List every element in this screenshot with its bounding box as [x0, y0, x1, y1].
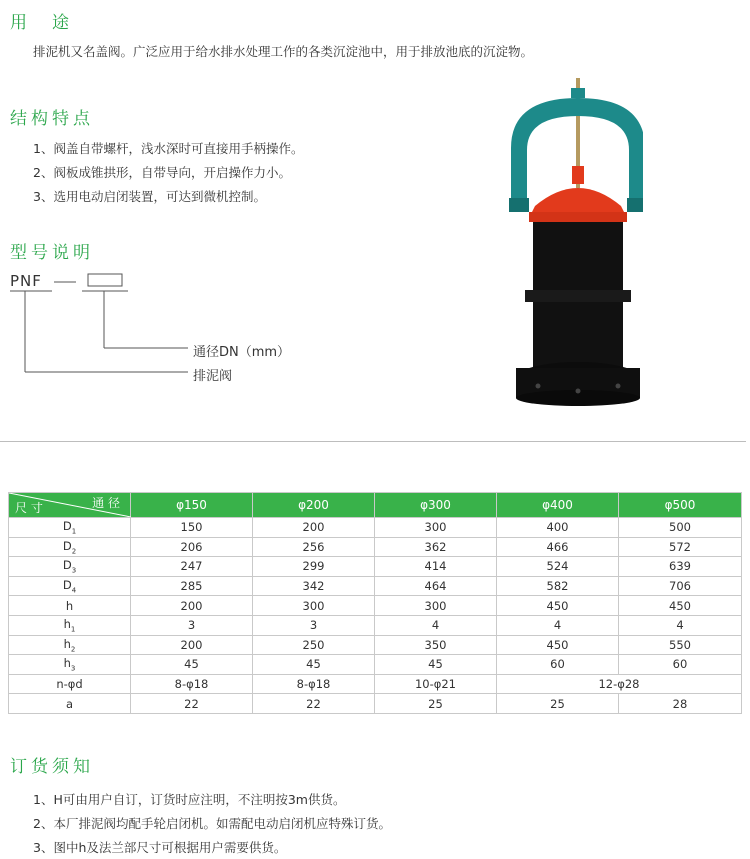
- table-cell: 22: [131, 694, 253, 714]
- table-cell: 550: [619, 635, 742, 655]
- table-header-cell: φ300: [375, 493, 497, 518]
- row-label-subscript: 1: [70, 625, 76, 634]
- table-cell: 12-φ28: [497, 674, 742, 694]
- table-row: [9, 576, 742, 596]
- model-label-diameter: 通径DN（mm）: [193, 345, 291, 360]
- table-cell: 200: [253, 518, 375, 538]
- ordering-title: 订货须知: [10, 757, 94, 777]
- model-label-valve: 排泥阀: [193, 369, 233, 384]
- table-corner-cell: [9, 493, 131, 518]
- table-row: [9, 615, 742, 635]
- table-cell: 300: [375, 596, 497, 616]
- table-cell: 400: [497, 518, 619, 538]
- feature-item-2: 2、阀板成锥拱形，自带导向，开启操作力小。: [33, 165, 291, 180]
- row-label: D: [62, 519, 72, 534]
- table-cell: 25: [375, 694, 497, 714]
- table-cell: 8-φ18: [253, 674, 375, 694]
- table-row: [9, 655, 742, 675]
- table-cell: 582: [497, 576, 619, 596]
- table-cell: 4: [619, 615, 742, 635]
- table-row: [9, 518, 742, 538]
- table-cell: 350: [375, 635, 497, 655]
- table-cell: 299: [253, 557, 375, 577]
- ordering-item-2: 2、本厂排泥阀均配手轮启闭机。如需配电动启闭机应特殊订货。: [33, 816, 391, 831]
- usage-title: 用 途: [10, 13, 73, 33]
- row-label-subscript: 1: [71, 527, 77, 536]
- table-cell: 706: [619, 576, 742, 596]
- table-cell: 45: [375, 655, 497, 675]
- table-cell: 450: [497, 596, 619, 616]
- features-title: 结构特点: [10, 109, 94, 129]
- row-label: h: [63, 617, 71, 632]
- row-label-cell: [9, 537, 131, 557]
- table-header-row: [9, 493, 742, 518]
- table-body: [9, 518, 742, 714]
- table-cell: 45: [253, 655, 375, 675]
- row-label-subscript: 3: [70, 664, 76, 673]
- table-cell: 450: [497, 635, 619, 655]
- table-cell: 200: [131, 596, 253, 616]
- row-label: h: [63, 656, 71, 671]
- table-row: [9, 694, 742, 714]
- table-cell: 200: [131, 635, 253, 655]
- feature-item-1: 1、阀盖自带螺杆，浅水深时可直接用手柄操作。: [33, 141, 304, 156]
- model-code: PNF: [10, 272, 42, 290]
- table-row: [9, 674, 742, 694]
- table-cell: 500: [619, 518, 742, 538]
- table-cell: 300: [253, 596, 375, 616]
- table-cell: 572: [619, 537, 742, 557]
- table-cell: 206: [131, 537, 253, 557]
- row-label-cell: [9, 655, 131, 675]
- row-label-cell: [9, 674, 131, 694]
- table-cell: 466: [497, 537, 619, 557]
- corner-dimension-label: 尺 寸: [15, 501, 43, 515]
- table-cell: 250: [253, 635, 375, 655]
- table-cell: 450: [619, 596, 742, 616]
- usage-text: 排泥机又名盖阀。广泛应用于给水排水处理工作的各类沉淀池中，用于排放池底的沉淀物。: [33, 44, 534, 59]
- table-cell: 10-φ21: [375, 674, 497, 694]
- row-label-cell: [9, 635, 131, 655]
- table-row: [9, 596, 742, 616]
- table-cell: 342: [253, 576, 375, 596]
- row-label: n-φd: [56, 677, 83, 692]
- table-cell: 247: [131, 557, 253, 577]
- row-label-cell: [9, 518, 131, 538]
- row-label-subscript: 3: [71, 566, 77, 575]
- model-title: 型号说明: [10, 243, 94, 263]
- table-cell: 524: [497, 557, 619, 577]
- table-cell: 285: [131, 576, 253, 596]
- row-label-cell: [9, 694, 131, 714]
- table-cell: 639: [619, 557, 742, 577]
- table-cell: 28: [619, 694, 742, 714]
- table-cell: 4: [497, 615, 619, 635]
- corner-diameter-label: 通 径: [92, 496, 120, 510]
- spec-table: [8, 492, 742, 714]
- row-label: h: [65, 598, 74, 613]
- row-label: a: [65, 696, 74, 711]
- table-cell: 3: [253, 615, 375, 635]
- feature-item-3: 3、选用电动启闭装置，可达到微机控制。: [33, 189, 266, 204]
- row-label-subscript: 4: [71, 586, 77, 595]
- row-label: h: [63, 636, 71, 651]
- row-label-cell: [9, 557, 131, 577]
- table-cell: 414: [375, 557, 497, 577]
- table-cell: 22: [253, 694, 375, 714]
- model-blank-box: [88, 274, 122, 286]
- section-divider: [0, 441, 746, 442]
- table-header-cell: φ400: [497, 493, 619, 518]
- table-header-cell: φ150: [131, 493, 253, 518]
- sludge-valve-image: [493, 78, 643, 408]
- table-cell: 4: [375, 615, 497, 635]
- table-cell: 3: [131, 615, 253, 635]
- ordering-item-1: 1、H可由用户自订，订货时应注明，不注明按3m供货。: [33, 792, 346, 807]
- table-cell: 464: [375, 576, 497, 596]
- model-lines: [0, 260, 300, 380]
- table-row: [9, 537, 742, 557]
- table-cell: 150: [131, 518, 253, 538]
- table-header-cell: φ500: [619, 493, 742, 518]
- table-cell: 45: [131, 655, 253, 675]
- table-row: [9, 557, 742, 577]
- table-row: [9, 635, 742, 655]
- table-cell: 8-φ18: [131, 674, 253, 694]
- row-label-cell: [9, 615, 131, 635]
- table-cell: 60: [497, 655, 619, 675]
- row-label-subscript: 2: [70, 645, 76, 653]
- row-label-cell: [9, 596, 131, 616]
- ordering-item-3: 3、图中h及法兰部尺寸可根据用户需要供货。: [33, 840, 287, 855]
- table-cell: 60: [619, 655, 742, 675]
- row-label-subscript: 2: [71, 547, 77, 556]
- table-cell: 25: [497, 694, 619, 714]
- table-cell: 362: [375, 537, 497, 557]
- row-label: D: [62, 577, 72, 592]
- row-label: D: [62, 558, 72, 573]
- row-label-cell: [9, 576, 131, 596]
- table-header-cell: φ200: [253, 493, 375, 518]
- row-label: D: [62, 538, 72, 553]
- table-cell: 256: [253, 537, 375, 557]
- table-cell: 300: [375, 518, 497, 538]
